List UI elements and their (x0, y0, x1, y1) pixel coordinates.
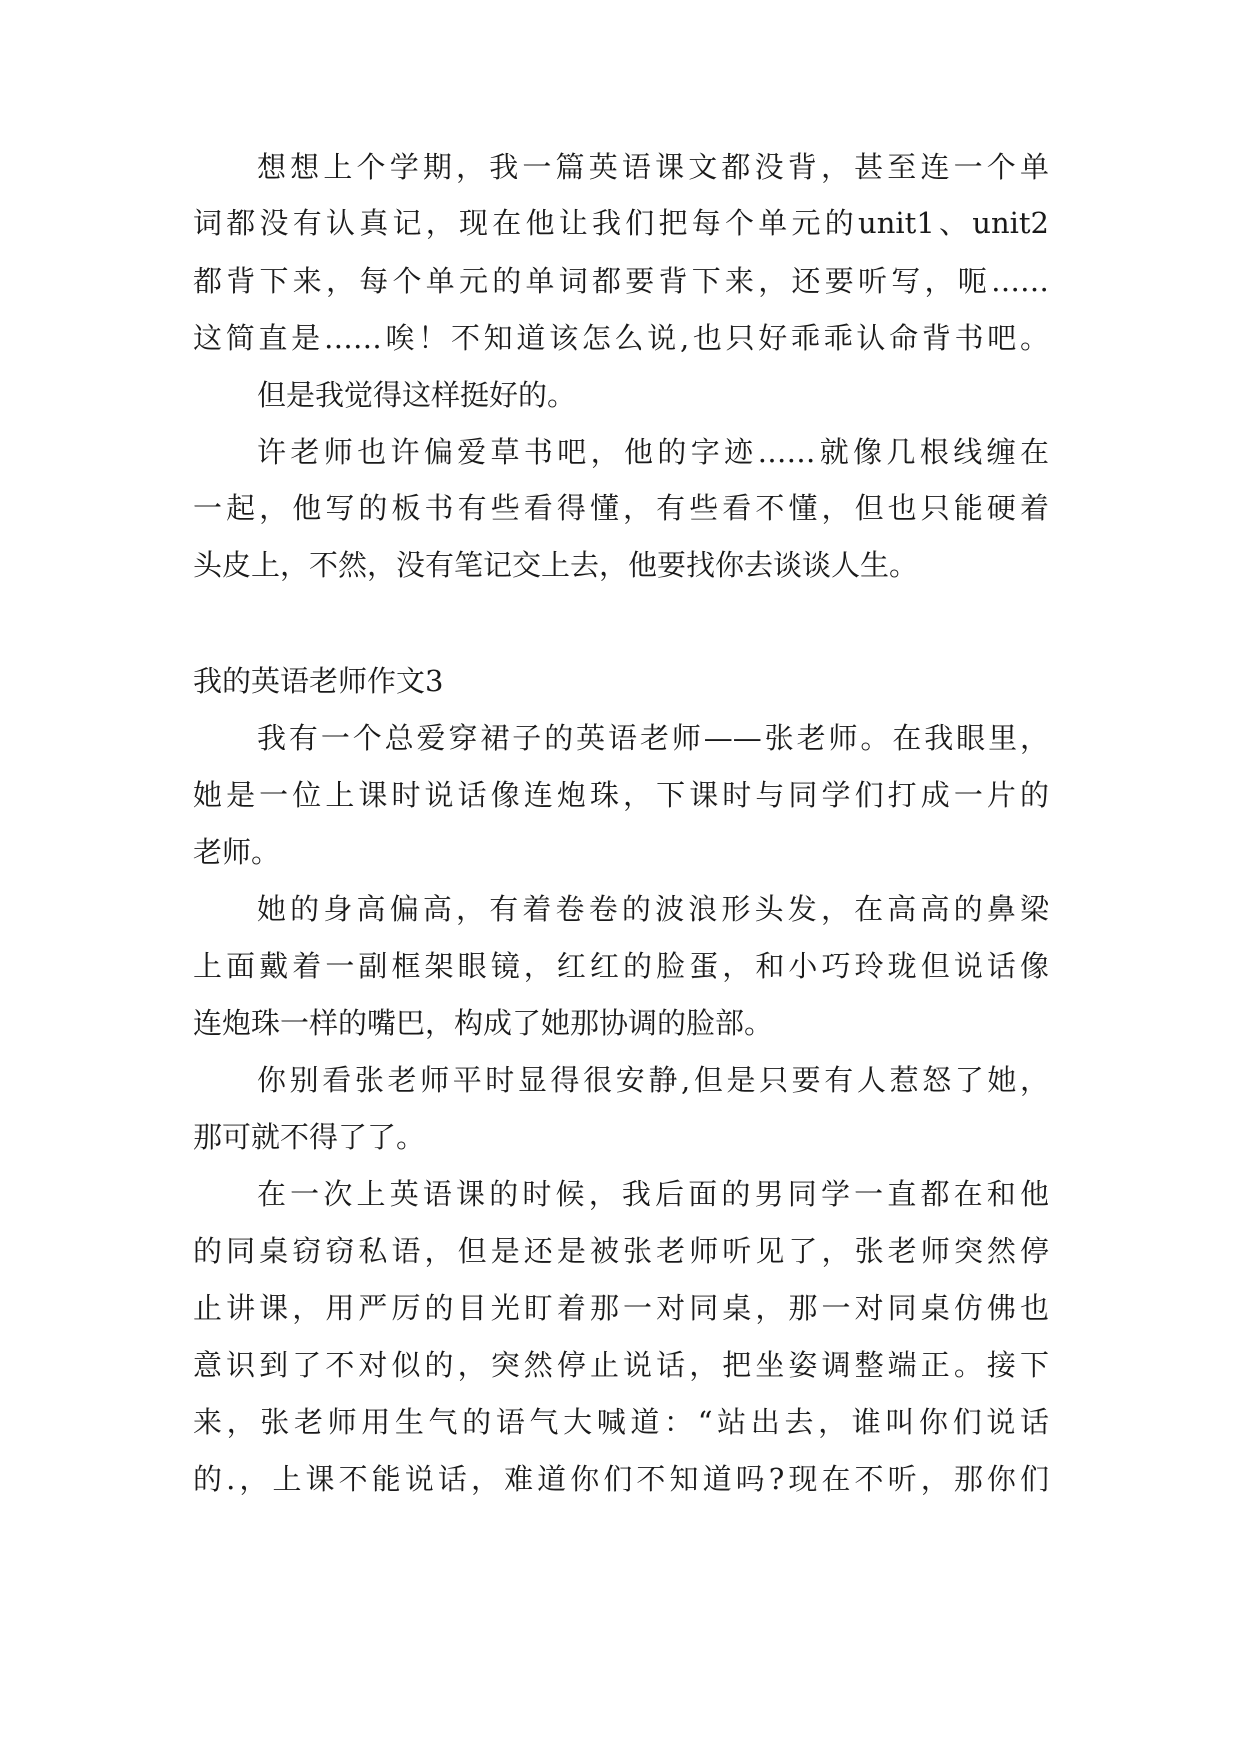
section-heading: 我的英语老师作文3 (193, 664, 444, 698)
paragraph-line: 许老师也许偏爱草书吧，他的字迹……就像几根线缠在 (257, 435, 1049, 469)
paragraph-line: 你别看张老师平时显得很安静,但是只要有人惹怒了她， (257, 1063, 1049, 1097)
paragraph-line: 的.，上课不能说话，难道你们不知道吗?现在不听，那你们 (193, 1462, 1049, 1496)
paragraph-line: 在一次上英语课的时候，我后面的男同学一直都在和他 (257, 1177, 1049, 1211)
paragraph-line: 一起，他写的板书有些看得懂，有些看不懂，但也只能硬着 (193, 491, 1049, 525)
paragraph-line: 连炮珠一样的嘴巴，构成了她那协调的脸部。 (193, 1006, 774, 1040)
paragraph-line: 上面戴着一副框架眼镜，红红的脸蛋，和小巧玲珑但说话像 (193, 949, 1049, 983)
paragraph-line: 词都没有认真记，现在他让我们把每个单元的unit1、unit2 (193, 206, 1049, 240)
paragraph-line: 头皮上，不然，没有笔记交上去，他要找你去谈谈人生。 (193, 548, 919, 582)
paragraph-line: 她是一位上课时说话像连炮珠，下课时与同学们打成一片的 (193, 778, 1049, 812)
paragraph-line: 但是我觉得这样挺好的。 (257, 378, 577, 412)
paragraph-line: 老师。 (193, 835, 281, 869)
paragraph-line: 的同桌窃窃私语，但是还是被张老师听见了，张老师突然停 (193, 1234, 1049, 1268)
paragraph-line: 这简直是……唉！不知道该怎么说,也只好乖乖认命背书吧。 (193, 321, 1049, 355)
paragraph-line: 我有一个总爱穿裙子的英语老师——张老师。在我眼里， (257, 721, 1049, 755)
paragraph-line: 止讲课，用严厉的目光盯着那一对同桌，那一对同桌仿佛也 (193, 1291, 1049, 1325)
paragraph-line: 想想上个学期，我一篇英语课文都没背，甚至连一个单 (257, 150, 1049, 184)
paragraph-line: 意识到了不对似的，突然停止说话，把坐姿调整端正。接下 (193, 1348, 1049, 1382)
paragraph-line: 都背下来，每个单元的单词都要背下来，还要听写，呃…… (193, 264, 1049, 298)
paragraph-line: 来，张老师用生气的语气大喊道：“站出去，谁叫你们说话 (193, 1405, 1049, 1439)
paragraph-line: 那可就不得了了。 (193, 1120, 426, 1154)
paragraph-line: 她的身高偏高，有着卷卷的波浪形头发，在高高的鼻梁 (257, 892, 1049, 926)
